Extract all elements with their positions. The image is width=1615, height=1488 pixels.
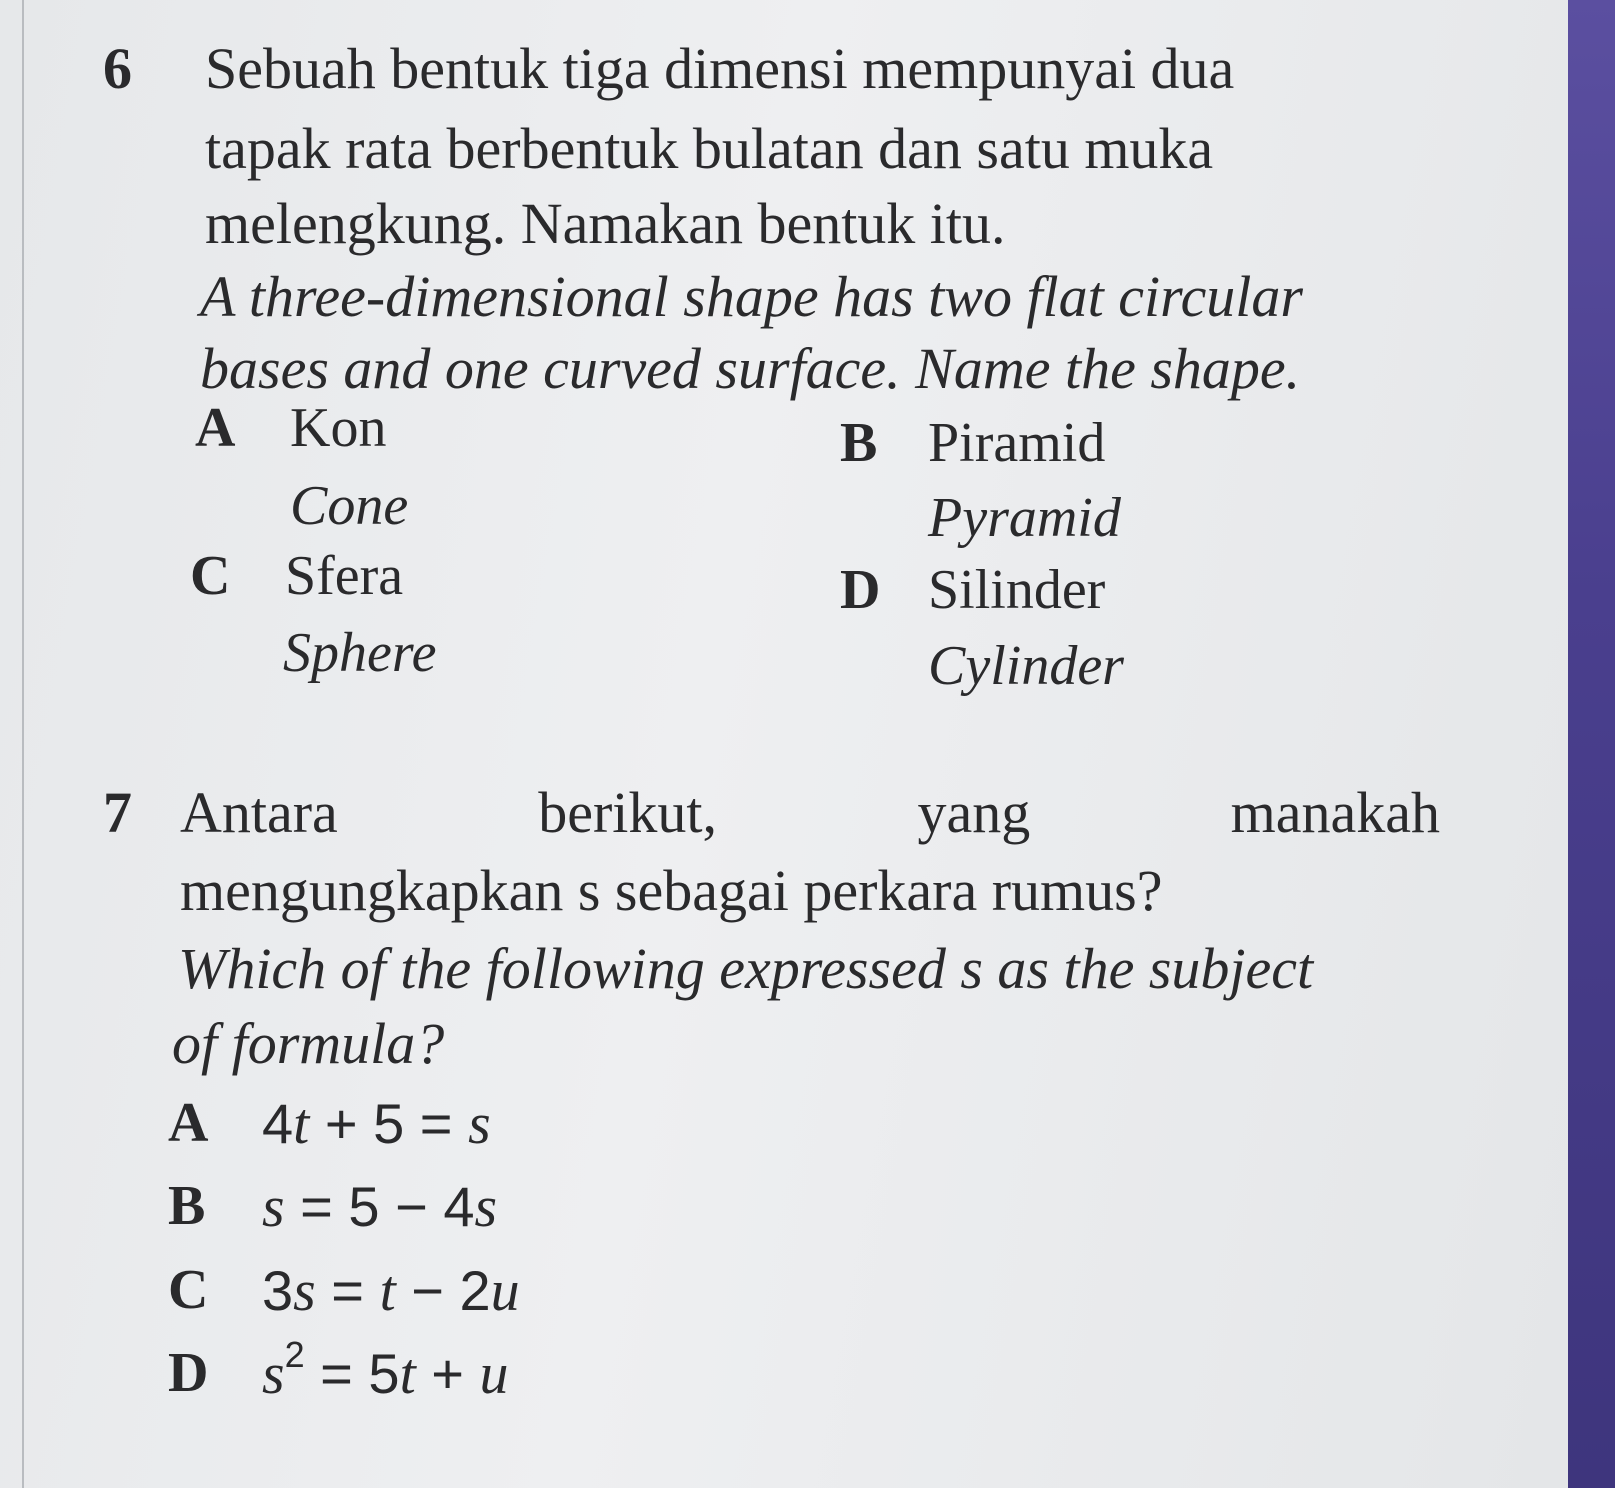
option-letter: A — [195, 397, 236, 459]
option-text-ms: Sfera — [285, 545, 404, 607]
question-stem-en-line: Which of the following expressed s as the subject — [178, 936, 1314, 1001]
option-text-ms: Silinder — [928, 559, 1106, 621]
option-formula: $s^2 = 5t + u$ — [262, 1334, 509, 1406]
option-letter: C — [168, 1259, 209, 1321]
question-stem-ms-line — [180, 780, 1440, 845]
option-letter: B — [840, 412, 878, 474]
stem-word: yang — [917, 780, 1031, 845]
question-number: 6 — [103, 36, 132, 101]
option-letter: A — [168, 1092, 209, 1154]
question-stem-ms-line: melengkung. Namakan bentuk itu. — [205, 191, 1006, 256]
book-edge-band — [1568, 0, 1615, 1488]
option-formula: s = 5 − 4s — [262, 1174, 498, 1239]
question-stem-en-line: A three-dimensional shape has two flat circular — [200, 264, 1303, 329]
option-letter: C — [190, 545, 231, 607]
question-stem-ms-line: Sebuah bentuk tiga dimensi mempunyai dua — [205, 36, 1235, 101]
stem-word: Antara — [180, 780, 338, 845]
option-text-ms: Kon — [290, 397, 387, 459]
question-stem-ms-line: mengungkapkan s sebagai perkara rumus? — [180, 858, 1163, 923]
stem-word: berikut, — [538, 780, 718, 845]
option-text-en: Sphere — [283, 622, 437, 684]
stem-word: manakah — [1230, 780, 1440, 845]
question-number: 7 — [103, 780, 132, 845]
option-formula: 4t + 5 = s — [262, 1091, 491, 1156]
page-margin-rule — [22, 0, 24, 1488]
option-text-en: Pyramid — [928, 487, 1121, 549]
question-stem-ms-line: tapak rata berbentuk bulatan dan satu muka — [205, 116, 1214, 181]
option-text-ms: Piramid — [928, 412, 1106, 474]
option-text-en: Cone — [290, 475, 409, 537]
question-stem-en-line: bases and one curved surface. Name the shape. — [200, 336, 1301, 401]
option-formula: 3s = t − 2u — [262, 1258, 520, 1323]
option-text-en: Cylinder — [928, 635, 1124, 697]
question-stem-en-line: of formula? — [172, 1011, 445, 1076]
option-letter: D — [168, 1342, 209, 1404]
option-letter: B — [168, 1175, 206, 1237]
option-letter: D — [840, 559, 881, 621]
